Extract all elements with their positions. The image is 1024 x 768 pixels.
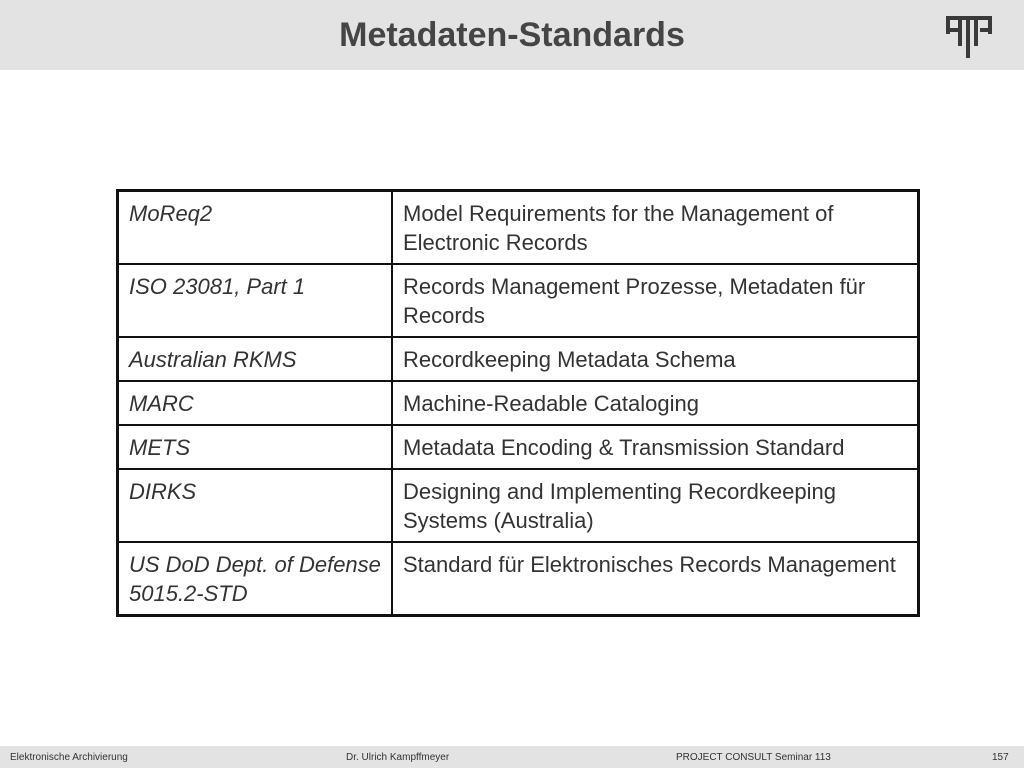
table-row (118, 542, 919, 616)
standard-description: Metadata Encoding & Transmission Standard (392, 425, 919, 469)
slide-header (0, 0, 1024, 70)
standard-abbreviation: MARC (118, 381, 393, 425)
standard-description: Model Requirements for the Management of Electronic Records (392, 191, 919, 265)
footer-course: Elektronische Archivierung (10, 752, 128, 763)
footer-page-number: 157 (992, 752, 1009, 763)
standard-abbreviation: MoReq2 (118, 191, 393, 265)
table-row (118, 264, 919, 337)
standard-description: Designing and Implementing Recordkeeping Systems (Australia) (392, 469, 919, 542)
standard-description: Recordkeeping Metadata Schema (392, 337, 919, 381)
standard-abbreviation: METS (118, 425, 393, 469)
standard-description: Standard für Elektronisches Records Management (392, 542, 919, 616)
standard-description: Records Management Prozesse, Metadaten für Records (392, 264, 919, 337)
slide-footer (0, 746, 1024, 768)
slide-title: Metadaten-Standards (339, 16, 685, 54)
table-row (118, 381, 919, 425)
standard-abbreviation: US DoD Dept. of Defense 5015.2-STD (118, 542, 393, 616)
table-row (118, 191, 919, 265)
footer-seminar: PROJECT CONSULT Seminar 113 (676, 752, 831, 763)
footer-author: Dr. Ulrich Kampffmeyer (346, 752, 450, 763)
standard-abbreviation: ISO 23081, Part 1 (118, 264, 393, 337)
standard-abbreviation: DIRKS (118, 469, 393, 542)
standard-abbreviation: Australian RKMS (118, 337, 393, 381)
project-consult-logo-icon (944, 14, 994, 58)
table-row (118, 469, 919, 542)
standards-table (116, 189, 920, 617)
standard-description: Machine-Readable Cataloging (392, 381, 919, 425)
table-row (118, 337, 919, 381)
table-row (118, 425, 919, 469)
